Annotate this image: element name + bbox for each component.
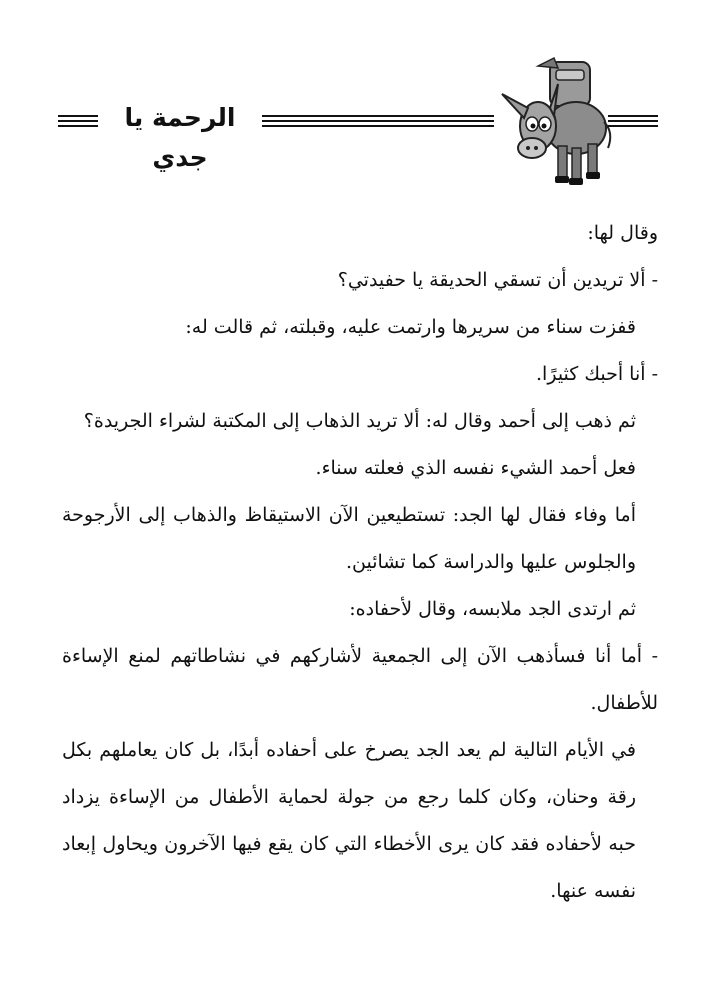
paragraph: - أنا أحبك كثيرًا.: [536, 363, 658, 385]
paragraph: ثم ذهب إلى أحمد وقال له: ألا تريد الذهاب إلى المكتبة لشراء الجريدة؟: [83, 410, 636, 432]
paragraph: أما وفاء فقال لها الجد: تستطيعين الآن الاستيقاظ والذهاب إلى الأرجوحة والجلوس عليها والدراسة كما تشائين.: [62, 504, 636, 573]
paragraph: ثم ارتدى الجد ملابسه، وقال لأحفاده:: [349, 598, 636, 620]
decorative-rule-right: [262, 115, 494, 129]
story-text: [62, 210, 658, 915]
decorative-rule-far-right: [608, 115, 658, 129]
paragraph: وقال لها:: [587, 222, 658, 244]
page-header: [0, 56, 720, 196]
paragraph: قفزت سناء من سريرها وارتمت عليه، وقبلته، ثم قالت له:: [185, 316, 636, 338]
decorative-rule-left: [58, 115, 98, 129]
donkey-illustration-icon: [498, 56, 614, 190]
paragraph: - ألا تريدين أن تسقي الحديقة يا حفيدتي؟: [337, 269, 658, 291]
paragraph: في الأيام التالية لم يعد الجد يصرخ على أحفاده أبدًا، بل كان يعاملهم بكل رقة وحنان، وكان كلما رجع من جولة لحماية الأطفال من الإساءة يزداد حبه لأحفاده فقد كان يرى الأخطاء التي كان يقع فيها الآخرون ويحاول إبعاد نفسه عنها.: [62, 739, 636, 902]
paragraph: - أما أنا فسأذهب الآن إلى الجمعية لأشاركهم في نشاطاتهم لمنع الإساءة للأطفال.: [62, 645, 658, 714]
chapter-title: الرحمة يا جدي: [124, 103, 236, 172]
paragraph: فعل أحمد الشيء نفسه الذي فعلته سناء.: [315, 457, 636, 479]
